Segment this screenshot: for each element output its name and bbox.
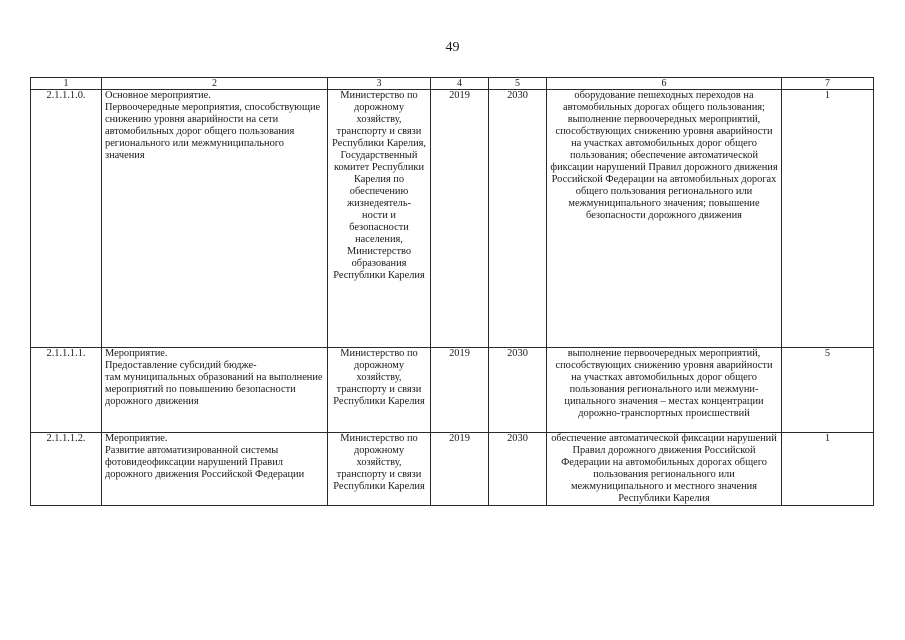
column-header: 4 [431,78,489,90]
end-year: 2030 [489,433,547,506]
column-header: 7 [782,78,874,90]
measure-name: Мероприятие. Развитие автоматизированной системы фотовидеофиксации нарушений Правил дорожного движения Российской Федерации [102,433,328,506]
page-number: 49 [445,40,460,55]
measure-result: оборудование пешеходных переходов на автомобильных дорогах общего пользования; выполнение первоочередных мероприятий, способствующих снижению уровня аварийности на участках автомобильных дорог общего пользования; обеспечение автоматической фиксации нарушений Правил дорожного движения Российской Федерации на автомобильных дорогах общего пользования регионального или межмуниципального значения; повышение безопасности дорожного движения [547,90,782,348]
column-header: 1 [31,78,102,90]
measure-result: обеспечение автоматической фиксации нарушений Правил дорожного движения Российской Федерации на автомобильных дорогах общего пользования регионального или межмуниципального и местного значения Республики Карелия [547,433,782,506]
measure-name: Основное мероприятие. Первоочередные мероприятия, способствующие снижению уровня аварийности на сети автомобильных дорог общего пользования регионального или межмуниципального значения [102,90,328,348]
table-row [31,90,874,348]
header-row [31,78,874,90]
start-year: 2019 [431,348,489,433]
column-header: 3 [328,78,431,90]
measure-name: Мероприятие. Предоставление субсидий бюдже- там муниципальных образований на выполнение мероприятий по повышению безопасности дорожного движения [102,348,328,433]
end-year: 2030 [489,90,547,348]
indicator-number: 1 [782,433,874,506]
table-row [31,348,874,433]
measure-result: выполнение первоочередных мероприятий, способствующих снижению уровня аварийности на участках автомобильных дорог общего пользования регионального или межмуни- ципального значения – местах концентрации дорожно-транспортных происшествий [547,348,782,433]
measure-code: 2.1.1.1.1. [31,348,102,433]
end-year: 2030 [489,348,547,433]
measure-code: 2.1.1.1.0. [31,90,102,348]
indicator-number: 5 [782,348,874,433]
column-header: 2 [102,78,328,90]
start-year: 2019 [431,90,489,348]
measure-code: 2.1.1.1.2. [31,433,102,506]
measure-executors: Министерство по дорожному хозяйству, транспорту и связи Республики Карелия, Государственный комитет Республики Карелия по обеспечению жизнедеятель- ности и безопасности населения, Министерство образования Республики Карелия [328,90,431,348]
start-year: 2019 [431,433,489,506]
column-header: 5 [489,78,547,90]
measure-executors: Министерство по дорожному хозяйству, транспорту и связи Республики Карелия [328,348,431,433]
table-row [31,433,874,506]
measure-executors: Министерство по дорожному хозяйству, транспорту и связи Республики Карелия [328,433,431,506]
indicator-number: 1 [782,90,874,348]
measures-table [30,77,874,506]
column-header: 6 [547,78,782,90]
